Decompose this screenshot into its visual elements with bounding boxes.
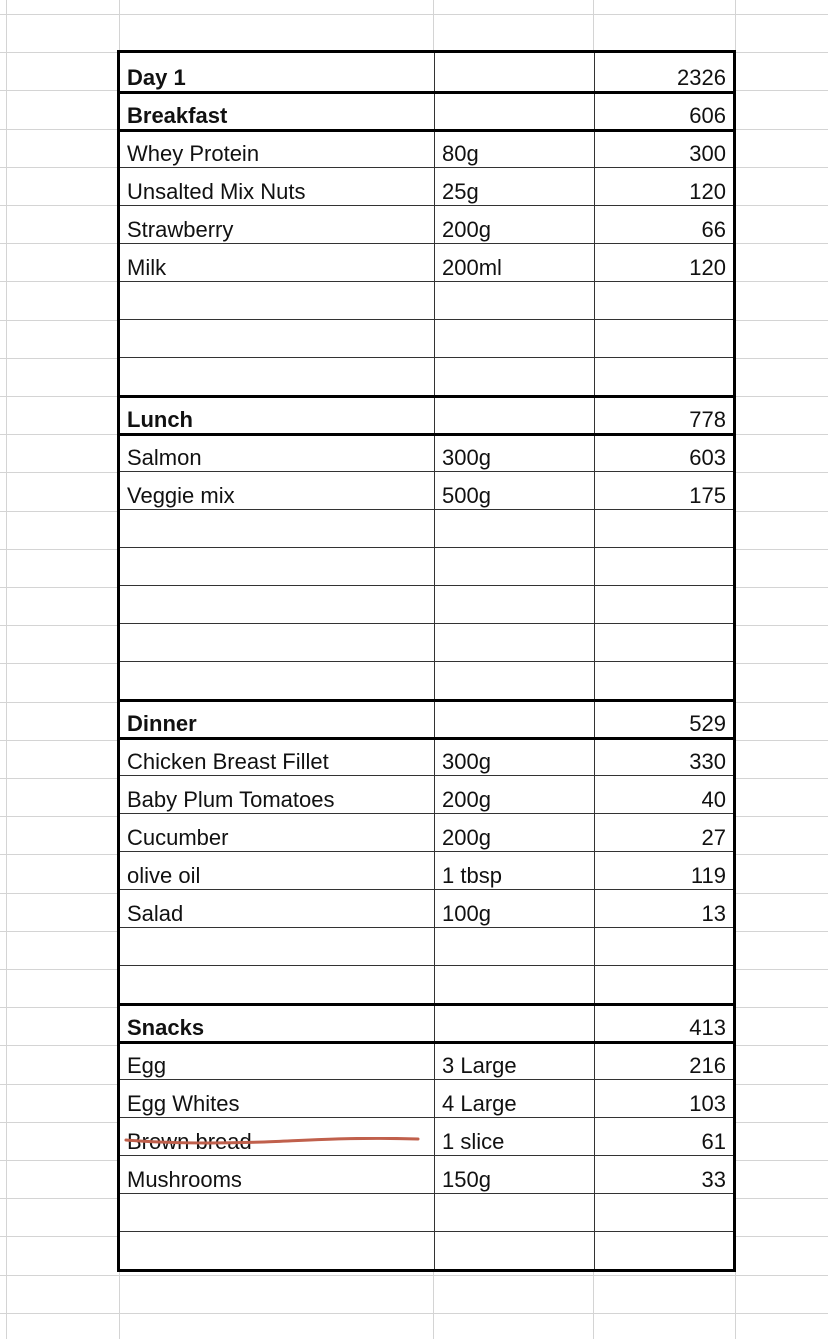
quantity-cell[interactable] <box>434 776 594 813</box>
food-name-cell[interactable] <box>120 1080 434 1117</box>
food-row <box>120 1117 733 1155</box>
meal-plan-table <box>117 50 736 1272</box>
food-name-cell-text: Salmon <box>127 445 202 470</box>
empty-cell[interactable] <box>434 586 594 623</box>
food-name-cell-text: Milk <box>127 255 167 280</box>
food-row <box>120 243 733 281</box>
empty-cell[interactable] <box>120 358 434 395</box>
gridline <box>0 14 828 15</box>
food-name-cell[interactable] <box>120 168 434 205</box>
food-row <box>120 889 733 927</box>
food-name-cell[interactable] <box>120 1118 434 1155</box>
food-name-cell-text: Chicken Breast Fillet <box>127 749 329 774</box>
food-name-cell-text: Whey Protein <box>127 141 260 166</box>
empty-row <box>120 1231 733 1269</box>
section-name-cell-text: Lunch <box>127 407 193 432</box>
food-row <box>120 737 733 775</box>
food-name-cell-text: Unsalted Mix Nuts <box>127 179 306 204</box>
section-name-cell-text: Breakfast <box>127 103 228 128</box>
section-total-cell-text: 606 <box>689 103 726 128</box>
quantity-cell[interactable] <box>434 436 594 471</box>
quantity-cell[interactable] <box>434 168 594 205</box>
empty-cell[interactable] <box>594 320 733 357</box>
food-name-cell[interactable] <box>120 244 434 281</box>
quantity-cell[interactable] <box>434 1118 594 1155</box>
empty-cell[interactable] <box>434 510 594 547</box>
empty-cell[interactable] <box>594 282 733 319</box>
section-name-cell[interactable] <box>120 702 434 737</box>
quantity-cell-text: 300g <box>442 749 491 774</box>
empty-row <box>120 585 733 623</box>
empty-row <box>120 661 733 699</box>
section-header-row <box>120 395 733 433</box>
quantity-cell-text: 300g <box>442 445 491 470</box>
food-name-cell[interactable] <box>120 472 434 509</box>
empty-cell[interactable] <box>120 1194 434 1231</box>
empty-row <box>120 1193 733 1231</box>
food-row <box>120 813 733 851</box>
food-row <box>120 471 733 509</box>
empty-cell[interactable] <box>434 1194 594 1231</box>
section-total-cell[interactable] <box>594 1006 733 1041</box>
calories-cell[interactable] <box>594 852 733 889</box>
empty-cell[interactable] <box>594 1194 733 1231</box>
calories-cell-text: 40 <box>701 787 726 812</box>
quantity-cell-text: 500g <box>442 483 491 508</box>
food-name-cell-text: Mushrooms <box>127 1167 242 1192</box>
food-name-cell[interactable] <box>120 890 434 927</box>
calories-cell[interactable] <box>594 472 733 509</box>
quantity-cell[interactable] <box>434 1080 594 1117</box>
food-name-cell-text: Salad <box>127 901 184 926</box>
quantity-cell[interactable] <box>434 1156 594 1193</box>
section-total-cell[interactable] <box>594 702 733 737</box>
calories-cell-text: 27 <box>701 825 726 850</box>
empty-cell[interactable] <box>120 966 434 1003</box>
quantity-cell[interactable] <box>434 852 594 889</box>
quantity-cell-text: 200g <box>442 787 491 812</box>
food-name-cell[interactable] <box>120 852 434 889</box>
empty-cell[interactable] <box>594 1232 733 1269</box>
food-name-cell-text: Egg Whites <box>127 1091 240 1116</box>
food-name-cell[interactable] <box>120 1044 434 1079</box>
calories-cell[interactable] <box>594 132 733 167</box>
calories-cell-text: 216 <box>689 1053 726 1078</box>
empty-row <box>120 623 733 661</box>
day-label-cell-text: Day 1 <box>127 65 186 90</box>
section-total-cell-text: 413 <box>689 1015 726 1040</box>
food-row <box>120 851 733 889</box>
quantity-cell[interactable] <box>434 244 594 281</box>
empty-cell[interactable] <box>594 586 733 623</box>
food-name-cell[interactable] <box>120 814 434 851</box>
empty-cell[interactable] <box>434 928 594 965</box>
empty-cell[interactable] <box>120 548 434 585</box>
calories-cell-text: 330 <box>689 749 726 774</box>
quantity-cell-text: 1 tbsp <box>442 863 502 888</box>
calories-cell[interactable] <box>594 436 733 471</box>
empty-cell[interactable] <box>120 928 434 965</box>
quantity-cell[interactable] <box>434 132 594 167</box>
calories-cell[interactable] <box>594 1156 733 1193</box>
calories-cell-text: 603 <box>689 445 726 470</box>
empty-cell[interactable] <box>594 928 733 965</box>
food-name-cell-text: Egg <box>127 1053 167 1078</box>
food-name-cell[interactable] <box>120 776 434 813</box>
section-total-cell[interactable] <box>594 94 733 129</box>
quantity-cell-text: 1 slice <box>442 1129 505 1154</box>
section-header-row <box>120 1003 733 1041</box>
empty-row <box>120 509 733 547</box>
quantity-cell-text: 200g <box>442 825 491 850</box>
day-label-cell[interactable] <box>120 53 434 91</box>
calories-cell-text: 120 <box>689 255 726 280</box>
empty-cell[interactable] <box>594 548 733 585</box>
calories-cell-text: 103 <box>689 1091 726 1116</box>
calories-cell-text: 13 <box>701 901 726 926</box>
quantity-cell-text: 80g <box>442 141 479 166</box>
empty-cell[interactable] <box>120 1232 434 1269</box>
calories-cell-text: 120 <box>689 179 726 204</box>
day-total-cell[interactable] <box>594 53 733 91</box>
calories-cell[interactable] <box>594 776 733 813</box>
empty-cell[interactable] <box>434 1232 594 1269</box>
food-name-cell-text: Brown bread <box>127 1129 252 1154</box>
section-name-cell-text: Snacks <box>127 1015 205 1040</box>
food-row <box>120 775 733 813</box>
quantity-cell[interactable] <box>434 814 594 851</box>
food-name-cell-text: olive oil <box>127 863 201 888</box>
day-row <box>120 53 733 91</box>
gridline <box>0 1275 828 1276</box>
empty-cell[interactable] <box>434 282 594 319</box>
food-name-cell-text: Veggie mix <box>127 483 235 508</box>
day-qty-cell[interactable] <box>434 53 594 91</box>
quantity-cell-text: 100g <box>442 901 491 926</box>
empty-cell[interactable] <box>120 510 434 547</box>
quantity-cell-text: 4 Large <box>442 1091 517 1116</box>
food-row <box>120 1041 733 1079</box>
empty-row <box>120 547 733 585</box>
calories-cell[interactable] <box>594 890 733 927</box>
calories-cell-text: 119 <box>690 863 726 888</box>
quantity-cell-text: 150g <box>442 1167 491 1192</box>
calories-cell-text: 61 <box>701 1129 726 1154</box>
quantity-cell[interactable] <box>434 206 594 243</box>
calories-cell[interactable] <box>594 244 733 281</box>
section-header-row <box>120 91 733 129</box>
food-name-cell-text: Strawberry <box>127 217 234 242</box>
section-total-cell-text: 778 <box>689 407 726 432</box>
empty-row <box>120 965 733 1003</box>
food-row <box>120 433 733 471</box>
empty-cell[interactable] <box>594 510 733 547</box>
quantity-cell-text: 25g <box>442 179 479 204</box>
empty-cell[interactable] <box>594 624 733 661</box>
empty-cell[interactable] <box>434 662 594 699</box>
section-total-cell-text: 529 <box>689 711 726 736</box>
food-name-cell[interactable] <box>120 1156 434 1193</box>
calories-cell-text: 33 <box>701 1167 726 1192</box>
section-qty-cell[interactable] <box>434 94 594 129</box>
empty-row <box>120 319 733 357</box>
section-name-cell-text: Dinner <box>127 711 197 736</box>
calories-cell[interactable] <box>594 168 733 205</box>
calories-cell-text: 175 <box>689 483 726 508</box>
quantity-cell[interactable] <box>434 472 594 509</box>
food-name-cell-text: Baby Plum Tomatoes <box>127 787 335 812</box>
food-name-cell[interactable] <box>120 436 434 471</box>
calories-cell-text: 300 <box>689 141 726 166</box>
day-total-cell-text: 2326 <box>677 65 726 90</box>
empty-row <box>120 927 733 965</box>
empty-cell[interactable] <box>120 586 434 623</box>
empty-cell[interactable] <box>434 624 594 661</box>
empty-row <box>120 281 733 319</box>
calories-cell[interactable] <box>594 1118 733 1155</box>
quantity-cell[interactable] <box>434 890 594 927</box>
empty-cell[interactable] <box>120 282 434 319</box>
calories-cell[interactable] <box>594 1044 733 1079</box>
calories-cell[interactable] <box>594 814 733 851</box>
quantity-cell-text: 200ml <box>442 255 502 280</box>
empty-cell[interactable] <box>594 358 733 395</box>
empty-cell[interactable] <box>434 548 594 585</box>
calories-cell-text: 66 <box>701 217 726 242</box>
quantity-cell-text: 200g <box>442 217 491 242</box>
section-total-cell[interactable] <box>594 398 733 433</box>
section-name-cell[interactable] <box>120 398 434 433</box>
section-name-cell[interactable] <box>120 1006 434 1041</box>
section-name-cell[interactable] <box>120 94 434 129</box>
empty-cell[interactable] <box>434 320 594 357</box>
empty-cell[interactable] <box>434 358 594 395</box>
food-row <box>120 1155 733 1193</box>
section-header-row <box>120 699 733 737</box>
calories-cell[interactable] <box>594 740 733 775</box>
empty-row <box>120 357 733 395</box>
quantity-cell[interactable] <box>434 1044 594 1079</box>
empty-cell[interactable] <box>594 966 733 1003</box>
food-name-cell[interactable] <box>120 740 434 775</box>
food-name-cell-text: Cucumber <box>127 825 229 850</box>
empty-cell[interactable] <box>434 966 594 1003</box>
food-row <box>120 1079 733 1117</box>
empty-cell[interactable] <box>120 662 434 699</box>
food-row <box>120 205 733 243</box>
food-name-cell[interactable] <box>120 132 434 167</box>
empty-cell[interactable] <box>120 624 434 661</box>
section-qty-cell[interactable] <box>434 702 594 737</box>
calories-cell[interactable] <box>594 206 733 243</box>
empty-cell[interactable] <box>594 662 733 699</box>
calories-cell[interactable] <box>594 1080 733 1117</box>
section-qty-cell[interactable] <box>434 398 594 433</box>
quantity-cell[interactable] <box>434 740 594 775</box>
empty-cell[interactable] <box>120 320 434 357</box>
quantity-cell-text: 3 Large <box>442 1053 517 1078</box>
gridline <box>6 0 7 1339</box>
food-row <box>120 167 733 205</box>
gridline <box>0 1313 828 1314</box>
food-row <box>120 129 733 167</box>
section-qty-cell[interactable] <box>434 1006 594 1041</box>
food-name-cell[interactable] <box>120 206 434 243</box>
